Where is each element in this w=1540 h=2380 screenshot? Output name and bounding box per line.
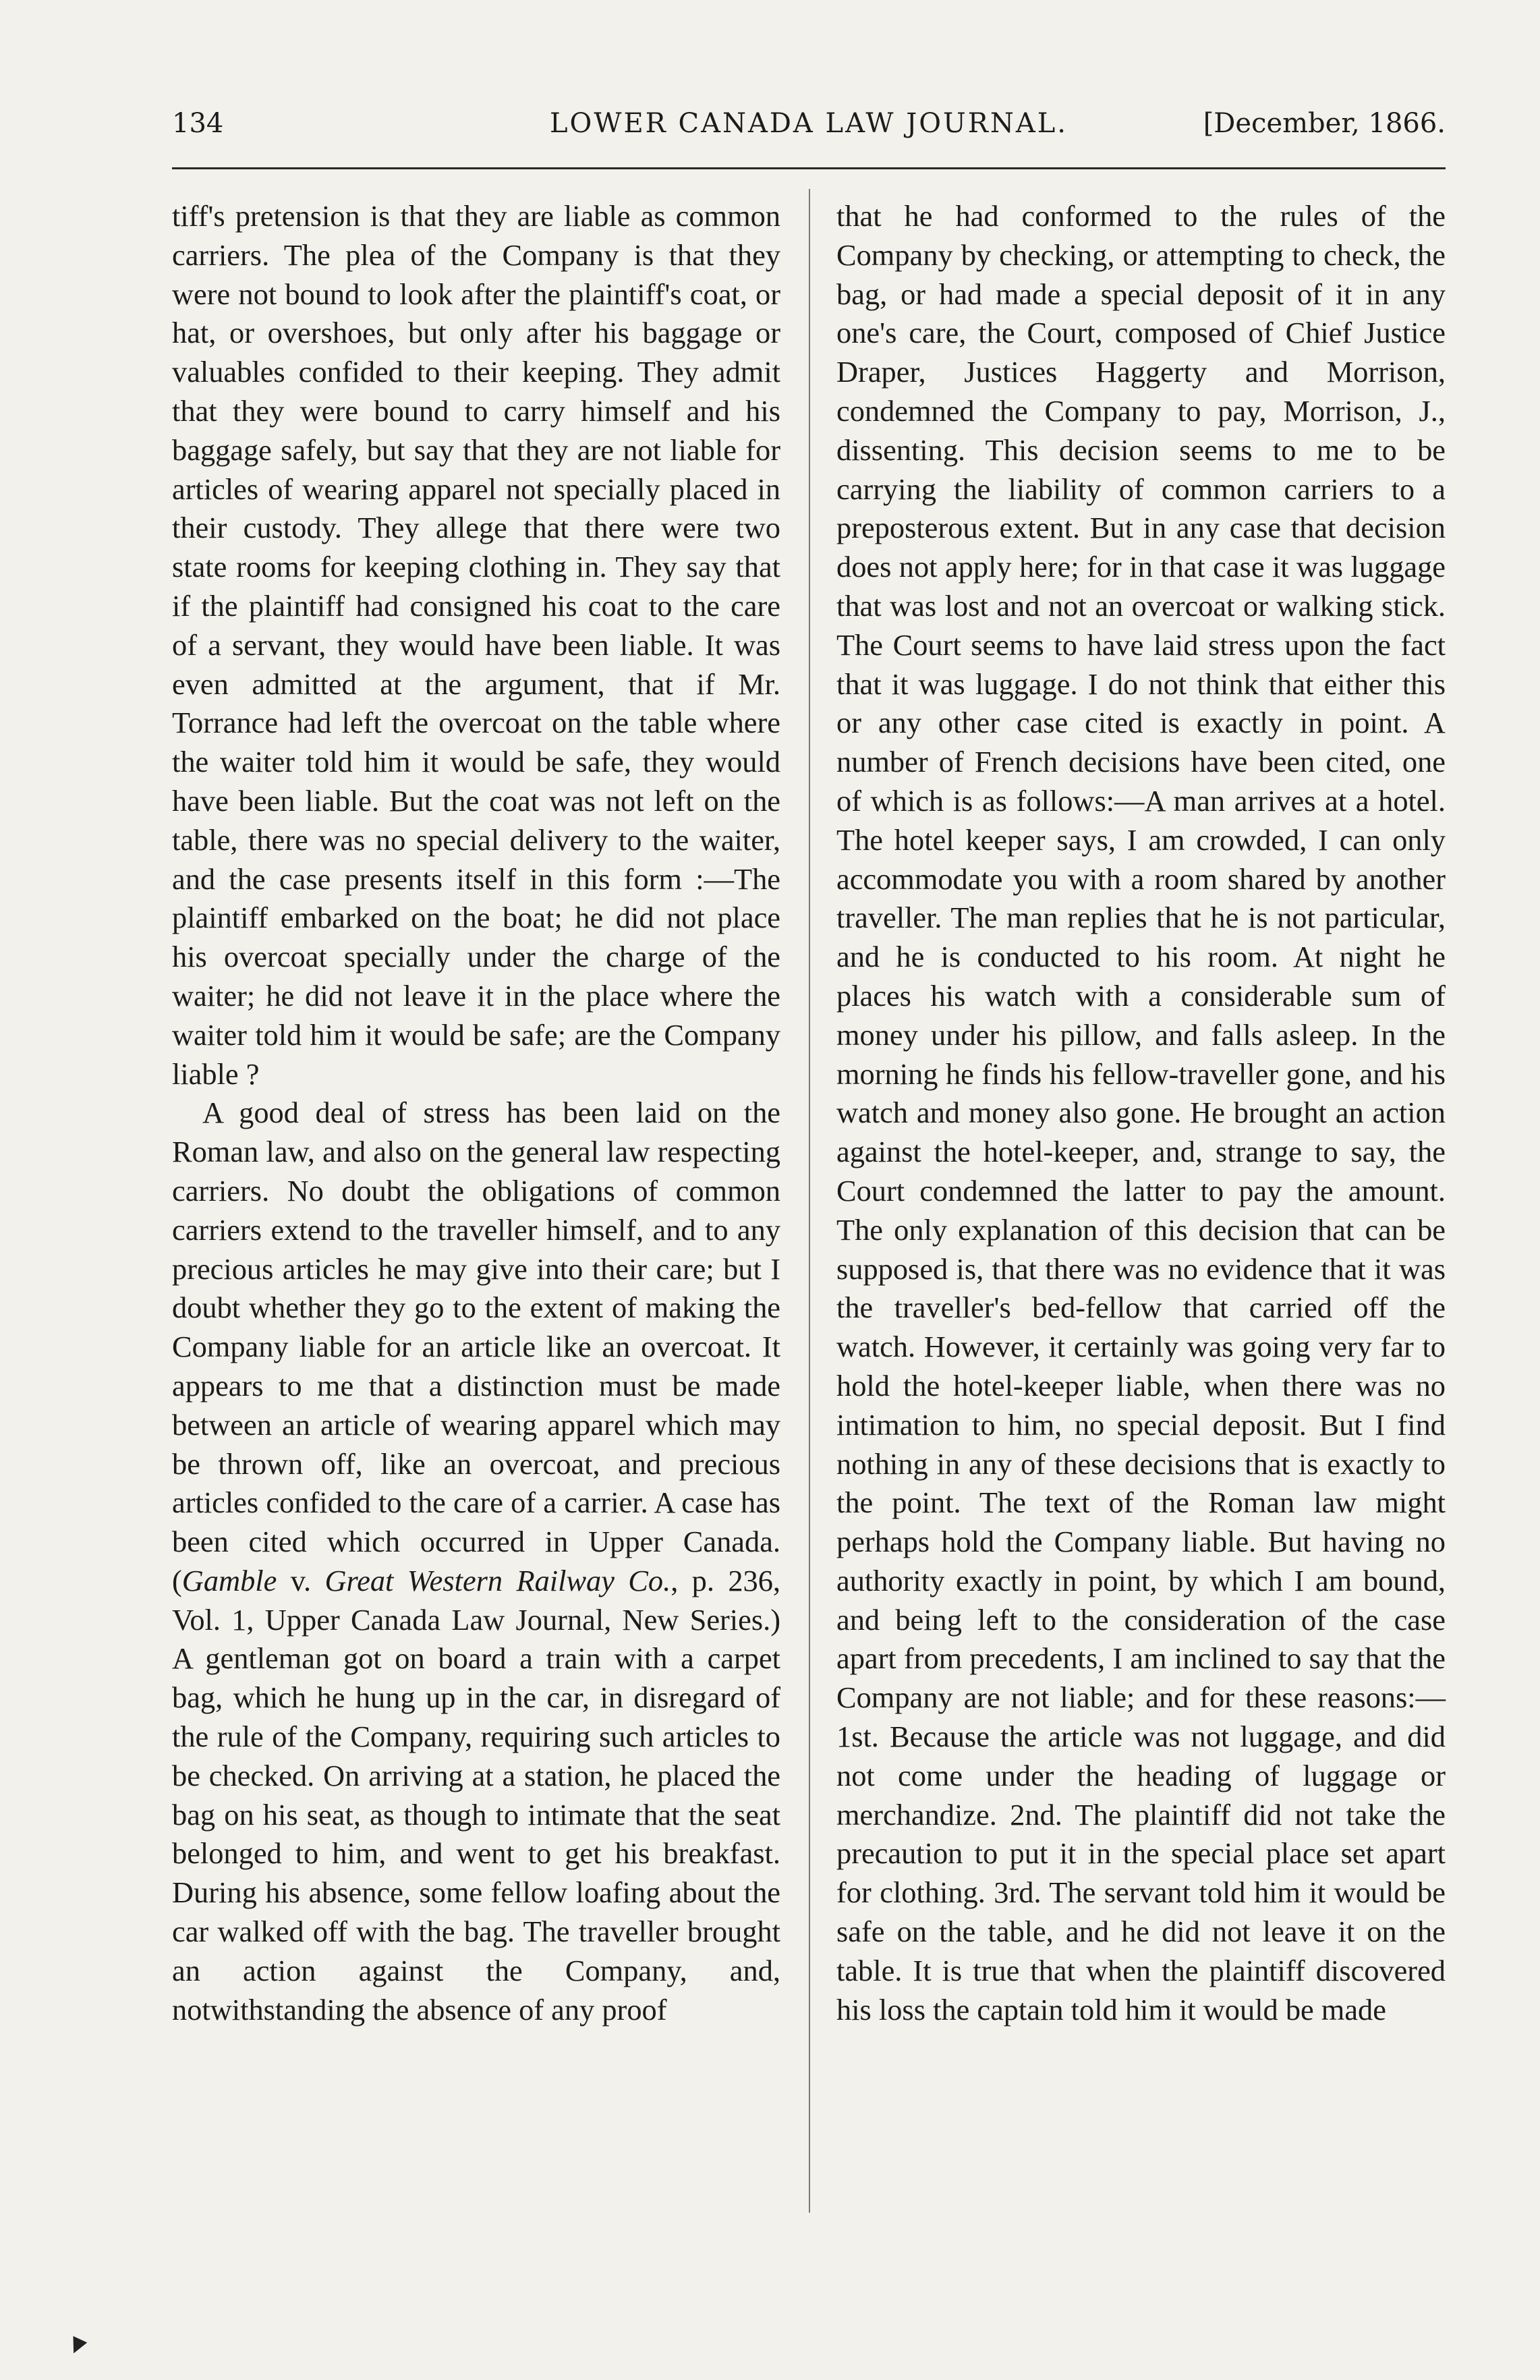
issue-date: [December, 1866.	[1203, 108, 1446, 139]
left-column	[172, 197, 780, 2029]
column-divider	[809, 189, 810, 2213]
running-header	[172, 100, 1446, 147]
paragraph-text: A good deal of stress has been laid on the Roman law, and also on the general law respecting carriers. No doubt the obligations of common carriers extend to the traveller himself, and to any precious articles he may give into their care; but I doubt whether they go to the extent of making the Company liable for an article like an overcoat. It appears to me that a distinction must be made between an article of wearing apparel which may be thrown off, like an overcoat, and precious articles confided to the care of a carrier. A case has been cited which occurred in Upper Canada. (	[172, 1096, 780, 1597]
case-versus: v.	[277, 1563, 325, 1597]
paragraph-text: , p. 236, Vol. 1, Upper Canada Law Journal, New Series.) A gentleman got on board a train with a carpet bag, which he hung up in the car, in disregard of the rule of the Company, requiring such articles to be checked. On arriving at a station, he placed the bag on his seat, as though to intimate that the seat belonged to him, and went to get his breakfast. During his absence, some fellow loafing about the car walked off with the bag. The traveller brought an action against the Company, and, notwithstanding the absence of any proof	[172, 1563, 780, 2027]
paragraph-continued: tiff's pretension is that they are liable as common carriers. The plea of the Company is that they were not bound to look after the plaintiff's coat, or hat, or overshoes, but only after his baggage or valuables confided to their keeping. They admit that they were bound to carry himself and his baggage safely, but say that they are not liable for articles of wearing apparel not specially placed in their custody. They allege that there were two state rooms for keeping clothing in. They say that if the plaintiff had consigned his coat to the care of a servant, they would have been liable. It was even admitted at the argument, that if Mr. Torrance had left the overcoat on the table where the waiter told him it would be safe, they would have been liable. But the coat was not left on the table, there was no special delivery to the waiter, and the case presents itself in this form :—The plaintiff embarked on the boat; he did not place his overcoat specially under the charge of the waiter; he did not leave it in the place where the waiter told him it would be safe; are the Company liable ?	[172, 199, 780, 1091]
header-rule	[172, 167, 1446, 169]
case-name-great-western: Great Western Railway Co.	[324, 1563, 671, 1597]
paragraph-stress-roman-law	[172, 1094, 780, 2029]
stray-ink-mark: ▼	[65, 2331, 90, 2360]
paragraph-continued: that he had conformed to the rules of the Company by checking, or attempting to check, the bag, or had made a special deposit of it in any one's care, the Court, composed of Chief Justice Draper, Justices Haggerty and Morrison, condemned the Company to pay, Morrison, J., dissenting. This decision seems to me to be carrying the liability of common carriers to a preposterous extent. But in any case that decision does not apply here; for in that case it was luggage that was lost and not an overcoat or walking stick. The Court seems to have laid stress upon the fact that it was luggage. I do not think that either this or any other case cited is exactly in point. A number of French decisions have been cited, one of which is as follows:—A man arrives at a hotel. The hotel keeper says, I am crowded, I can only accommodate you with a room shared by another traveller. The man replies that he is not particular, and he is conducted to his room. At night he places his watch with a considerable sum of money under his pillow, and falls asleep. In the morning he finds his fellow-traveller gone, and his watch and money also gone. He brought an action against the hotel-keeper, and, strange to say, the Court condemned the latter to pay the amount. The only explanation of this decision that can be supposed is, that there was no evidence that it was the traveller's bed-fellow that carried off the watch. However, it certainly was going very far to hold the hotel-keeper liable, when there was no intimation to him, no special deposit. But I find nothing in any of these decisions that is exactly to the point. The text of the Roman law might perhaps hold the Company liable. But having no authority exactly in point, by which I am bound, and being left to the consideration of the case apart from precedents, I am inclined to say that the Company are not liable; and for these reasons:—1st. Because the article was not luggage, and did not come under the heading of luggage or merchandize. 2nd. The plaintiff did not take the precaution to put it in the special place set apart for clothing. 3rd. The servant told him it would be safe on the table, and he did not leave it on the table. It is true that when the plaintiff discovered his loss the captain told him it would be made	[836, 199, 1446, 2027]
journal-title: LOWER CANADA LAW JOURNAL.	[549, 108, 1068, 139]
page-number: 134	[172, 108, 224, 139]
case-name-gamble: Gamble	[181, 1563, 277, 1597]
right-column	[836, 197, 1446, 2029]
